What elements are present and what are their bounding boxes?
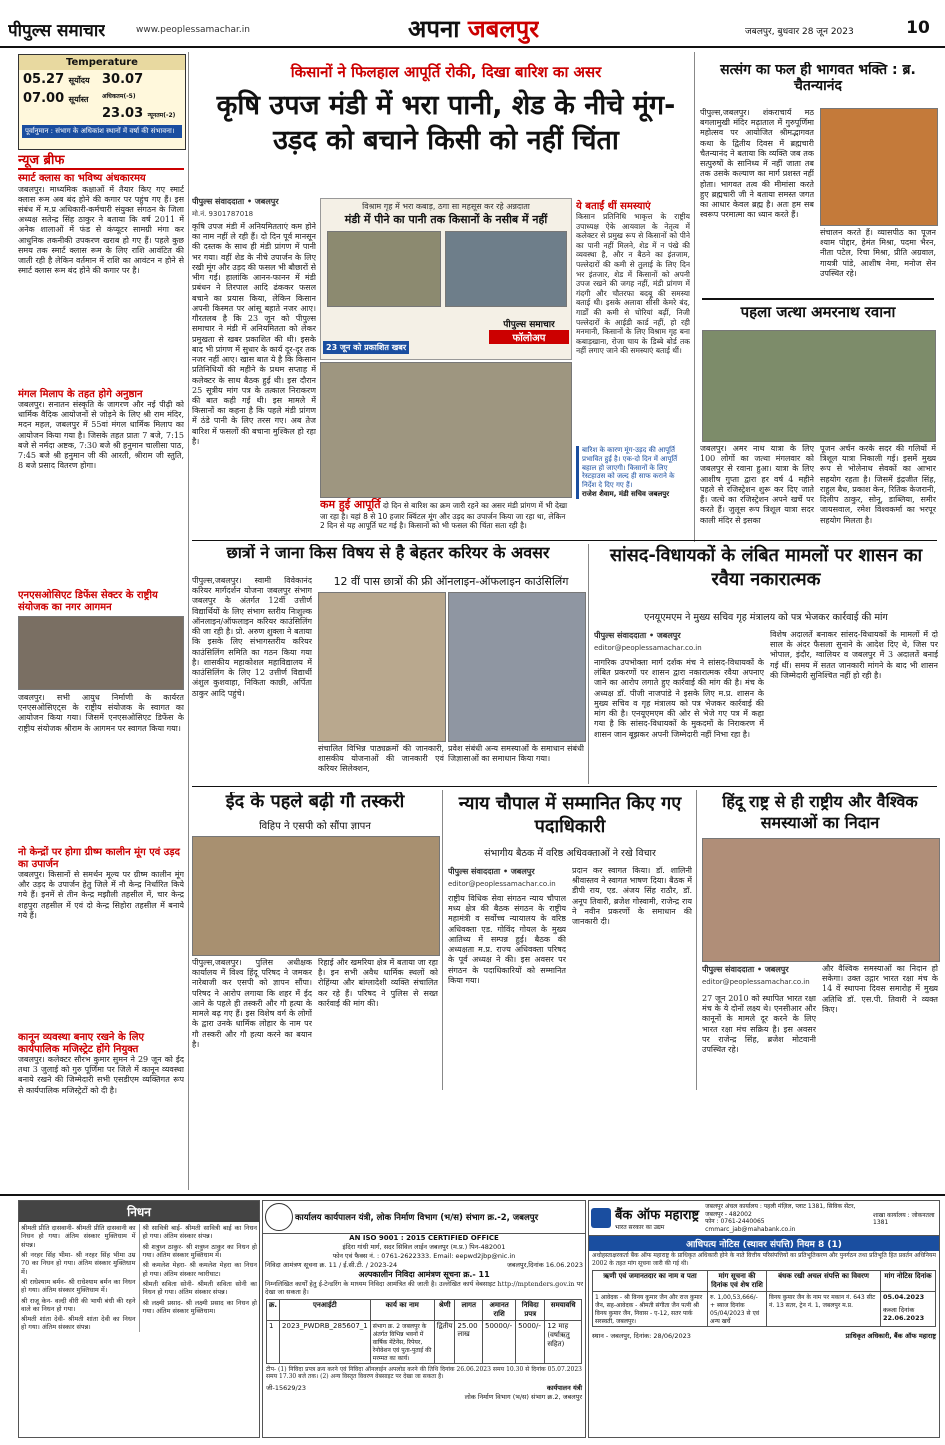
eid-headline: ईद के पहले बढ़ी गौ तस्करी — [225, 792, 405, 812]
obituary-title: निधन — [19, 1201, 259, 1222]
column-divider — [188, 52, 189, 1190]
career-body: पीपुल्स,जबलपुर। स्वामी विवेकानंद करियर मार्गदर्शन योजना जबलपुर संभाग जबलपुर के अंतर्गत 12वीं उत्तीर्ण विद्यार्थियों के लिए संभाग स्तरीय निःशुल्क ऑनलाइन/ऑफलाइन करियर काउंसिलिंग की जा रही है। प्रो. अरुण शुक्ला ने बताया कि इसके लिए संभागस्तरीय करियर काउंसिलिंग समिति का गठन किया गया है। शासकीय महाकोशल महाविद्यालय में काउंसिलिंग के लिए 12 उत्तीर्ण विद्यार्थी अंशुल कुशवाहा, निकिता काछी, अर्पिता ठाकुर आदि पहुंचे। — [192, 576, 312, 698]
lead-byline-box: पीपुल्स संवाददाता • जबलपुर मो.नं. 9301787018 — [192, 196, 316, 219]
logo[interactable]: पीपुल्स समाचार — [8, 21, 106, 41]
hindu-body-2: और वैश्विक समस्याओं का निदान हो सकेगा। उक्त उद्गार भारत रक्षा मंच के 14 वें स्थापना दिवस समारोह में मुख्य अतिथि डॉ. एस.पी. तिवारी ने व्यक्त किए। — [822, 964, 938, 1014]
tender-phone: फोन एवं फैक्स नं. : 0761-2622333. Email: eepwd2jbp@nic.in — [332, 1252, 516, 1260]
tender-sign: कार्यपालन यंत्री — [546, 1383, 582, 1392]
tender-th: क्र. — [267, 1299, 280, 1320]
mp-byline: पीपुल्स संवाददाता — [594, 631, 647, 640]
bank-demand-date: 05.04.2023 — [883, 1293, 925, 1302]
followup-badge — [489, 317, 569, 344]
temperature-box — [18, 54, 186, 150]
column-divider — [442, 790, 443, 1090]
obit-item-7: श्री शत्रुघ्न ठाकुर- श्री शत्रुघ्न ठाकुर का निधन हो गया। अंतिम संस्कार मुक्तिधाम में। — [142, 1242, 257, 1259]
bank-th: मांग नोटिस दिनांक — [881, 1271, 936, 1292]
obit-item-10: श्री लक्ष्मी प्रसाद- श्री लक्ष्मी प्रसाद का निधन हो गया। अंतिम संस्कार मुक्तिधाम। — [142, 1298, 257, 1315]
followup-label: फॉलोअप — [489, 330, 569, 344]
hindu-byline: पीपुल्स संवाददाता — [702, 965, 755, 974]
bank-td: विनय कुमार जैन के नाम पर मकान नं. 643 सीट नं. 13 सतर, ट्रेन नं. 1, जबलपुर म.प्र. — [767, 1292, 881, 1327]
tender-th: श्रेणी — [434, 1299, 455, 1320]
page-number: 10 — [906, 18, 930, 38]
masthead — [0, 0, 945, 48]
lead-clip — [320, 198, 572, 360]
quote-box — [576, 446, 690, 499]
tender-th: कार्य का नाम — [370, 1299, 434, 1320]
mp-subhead: एनयूएमएम ने मुख्य सचिव गृह मंत्रालय को पत्र भेजकर कार्रवाई की मांग — [644, 612, 888, 623]
brief-headline-5: कानून व्यवस्था बनाए रखने के लिए कार्यपालिक मजिस्ट्रेट होंगे नियुक्त — [18, 1032, 145, 1055]
tender-note: टीप- (1) निविदा प्रपत्र क्रय करने एवं निविदा ऑनलाईन अपलोड करने की तिथि दिनांक 26.06.2023 समय 10.30 से दिनांक 05.07.2023 समय 17.30 बजे तक। (2) अन्य विस्तृत विवरण वेबसाइट पर देखा जा सकता है। — [266, 1365, 582, 1381]
obit-item-8: श्री कमलेश मेहरा- श्री कमलेश मेहरा का निधन हो गया। अंतिम संस्कार ग्वारीघाट। — [142, 1261, 257, 1278]
brief-headline-4: नो केन्द्रों पर होगा ग्रीष्म कालीन मूंग एवं उड़द का उपार्जन — [18, 847, 180, 870]
clip-photo-2 — [445, 231, 567, 307]
nyay-headline: न्याय चौपाल में सम्मानित किए गए पदाधिकारी — [458, 793, 682, 838]
tender-sign-2: लोक निर्माण विभाग (भ/स) संभाग क्र.2, जबलपुर — [464, 1392, 582, 1401]
brief-headline-2: मंगल मिलाप के तहत होगे अनुष्ठान — [18, 388, 143, 400]
brief-headline-1: स्मार्ट क्लास का भविष्य अंधकारमय — [18, 173, 146, 184]
bank-th: बंधक रखी अचल संपत्ति का विवरण — [767, 1271, 881, 1292]
nyay-subhead: संभागीय बैठक में वरिष्ठ अधिवक्ताओं ने रखे विचार — [484, 848, 656, 859]
section-title-red: जबलपुर — [467, 15, 540, 43]
tender-th: लागत — [455, 1299, 483, 1320]
max-delta: (-5) — [123, 93, 136, 100]
mandi-caption — [320, 498, 570, 531]
bank-possession-date: 22.06.2023 — [883, 1314, 925, 1323]
side-head: ये बताईं थीं समस्याएं — [576, 201, 651, 212]
tender-th: अमानत राशि — [483, 1299, 516, 1320]
tender-notice-no: निविदा आमंत्रण सूचना क्र. 11 / ई.सी.टी. / 2023-24 — [265, 1261, 398, 1269]
clip-date: 23 जून को प्रकाशित खबर — [323, 341, 409, 354]
bank-intro: अधोहस्ताक्षरकर्ता बैंक ऑफ महाराष्ट्र के प्राधिकृत अधिकारी होने के नाते वित्तीय परिसंपत्तियों का प्रतिभूतिकरण और पुनर्गठन तथा प्रतिभूति हित प्रवर्तन अधिनियम 2002 के तहत मांग सूचना जारी की गई थी। — [592, 1252, 936, 1267]
career-photo-2 — [448, 592, 586, 742]
min-label: न्यूनतम — [147, 112, 164, 119]
mandi-photo — [320, 362, 572, 498]
column-divider — [588, 544, 589, 784]
tender-td: संभाग क्र. 2 जबलपुर के अंतर्गत विभिन्न भवनों में वार्षिक मेंटेनेंस, रिपेयर, रेनोवेशन एवं पुता-पुताई की मरम्मत का कार्य। — [370, 1320, 434, 1363]
temperature-title: Temperature — [19, 55, 185, 70]
tender-td: 12 माह (वर्षाऋतु सहित) — [545, 1320, 582, 1363]
brief-body-4: जबलपुर। किसानों से समर्थन मूल्य पर ग्रीष्म कालीन मूंग और उड़द के उपार्जन हेतु जिले में नौ केन्द्र निर्धारित किये गये हैं। इनमें से तीन केन्द्र मझौली तहसील में, चार केन्द्र शहपुरा तहसील में एवं दो केन्द्र सिहोरा तहसील में बनाये गये हैं। — [18, 870, 184, 920]
tender-th: समयावधि — [545, 1299, 582, 1320]
tender-ref: जी-15629/23 — [266, 1383, 306, 1392]
mp-byline-box: पीपुल्स संवाददाता • जबलपुर editor@peoplessamachar.co.in — [594, 630, 764, 652]
sunrise-label: सूर्योदय — [68, 76, 90, 85]
max-label: अधिकतम — [102, 93, 124, 100]
tender-th: एनआईटी — [280, 1299, 371, 1320]
tender-td: द्वितीय — [434, 1320, 455, 1363]
brief-body-1: जबलपुर। माध्यमिक कक्षाओं में तैयार किए गए स्मार्ट क्लास रूम अब बंद होने की कगार पर पहुंच गए हैं। इस संबंध में म.प्र अधिकारी-कर्मचारी संयुक्त संगठन के जिला अध्यक्ष सतेन्द्र सिंह ठाकुर ने बताया कि वर्ष 2011 में अनेक शालाओं में फंड से कंप्यूटर सामग्री मंगा कर आधुनिक तकनीकी उपकरण खराब हो गए हैं। पहले कुछ समय तक स्मार्ट क्लास रूम के लिए राशि आवंटित की जाती रही है लेकिन वर्तमान में राशि का आवंटन न होने से स्मार्ट क्लास रूम बंद होने की कगार पर है। — [18, 184, 184, 276]
bank-td — [881, 1292, 936, 1327]
tender-table — [266, 1299, 582, 1364]
career-headline: छात्रों ने जाना किस विषय से है बेहतर करियर के अवसर — [226, 544, 550, 562]
career-photo — [318, 592, 446, 742]
nyay-email[interactable]: editor@peoplessamachar.co.in — [448, 880, 556, 888]
eid-body: पीपुल्स,जबलपुर। पुलिस अधीक्षक कार्यालय में विश्व हिंदू परिषद ने जमकर नारेबाजी कर एसपी को ज्ञापन सौंपा। परिषद ने आरोप लगाया कि शहर में ईद आने के पहले ही तस्करी और गौ हत्या के मामले बढ़ गए हैं। इस विशेष वर्ग के लोगों के द्वारा उनके धार्मिक लोहार के नाम पर गौ तस्करी और गौ हत्या करने का बयान है। — [192, 958, 312, 1049]
career-caption-2: प्रवेश संबंधी अन्य समस्याओं के समाधान संबंधी जिज्ञासाओं का समाधान किया गया। — [448, 744, 584, 764]
obit-item-9: श्रीमती सविता सोनी- श्रीमती सविता सोनी का निधन हो गया। अंतिम संस्कार संपन्न। — [142, 1279, 257, 1297]
forecast: पूर्वानुमान : संभाग के अधिकांश स्थानों में वर्षा की संभावना। — [22, 125, 182, 138]
mp-body: नागरिक उपभोक्ता मार्ग दर्शक मंच ने सांसद-विधायकों के लंबित प्रकरणों पर शासन द्वारा नकारात्मक रवैया अपनाए जाने का आरोप लगाते हुए कार्रवाई की मांग की है। मंच के अध्यक्ष डॉ. पीजी नाजपांडे ने इसके लिए म.प्र. शासन के मुख्य सचिव व गृह मंत्रालय को पत्र भेजकर कार्रवाई की मांग की है। एनयूएमएम की ओर से भेजे गए पत्र में कहा गया है कि सांसद-विधायकों के मुकदमों के निराकरण में शासन जान बूझकर अपनी जिम्मेदारी नहीं निभा रहा है। — [594, 658, 764, 739]
govt-seal-icon — [265, 1203, 293, 1231]
quote-author: राजेश शैवाम, मंडी सचिव जबलपुर — [582, 489, 670, 498]
tender-td: 25.00 लाख — [455, 1320, 483, 1363]
min-delta: (-2) — [163, 112, 176, 119]
obit-item-3: श्री राधेश्याम बर्मन- श्री राधेश्याम बर्मन का निधन हो गया। अंतिम संस्कार मुक्तिधाम में। — [21, 1277, 136, 1295]
bank-th: ऋणी एवं जमानतदार का नाम व पता — [593, 1271, 708, 1292]
section-rule — [192, 786, 937, 787]
caption-red: कम हुई आपूर्ति — [320, 498, 381, 511]
news-brief-title: न्यूज ब्रीफ — [18, 150, 184, 170]
brief-body-3: जबलपुर। सभी आयुध निर्माणी के कार्यरत एनएसओसिएट्स के राष्ट्रीय संयोजक के स्वागत का आयोजन किया गया। जिसमें एनएसओसिएट डिफेंस के राष्ट्रीय संयोजक श्रीराम के आगमन पर स्वागत किया गया। — [18, 693, 184, 733]
brief-photo-3 — [18, 616, 184, 690]
satsang-caption: संचालन करते हैं। व्यासपीठ का पूजन श्याम पोद्दार, हेमंत मिश्रा, पदमा भैरन, नीता पटेल, रिचा मिश्रा, प्रीति अग्रवाल, गायत्री पांडे, आशीष नेमा, मनोज सेन उपस्थित रहे। — [820, 228, 936, 278]
side-body: किसान प्रतिनिधि भाकृत्त के राष्ट्रीय उपाध्यक्ष ऐके आयवाल के नेतृत्व में कलेक्टर से प्रमुख रूप से किसानों को पीने का पानी नहीं मिलने, शेड में न पंखे की व्यवस्था है, और न बैठने का इंतजाम, पल्लेदारों की कमी से तुलाई के लिए दिन भर इंतजार, शेड में किसानों को अपनी उपज रखने की जगह नहीं, मंडी प्रांगण में गंदगी और चौतरफा बदबू की समस्या बताई थी। इसके अलावा सीसी केमरे बंद, गार्डों की कमी से चोरियां बढ़ीं, निजी पल्लेदारों के आईडी कार्ड नहीं, हो रही मनमानी, किसानों के लिए विश्राम गृह बना कबाड़खाना, रोजा चाय के डिब्बे बोर्ड तक नहीं लगाए जाने की समस्याएं बताई थीं। — [576, 212, 690, 356]
career-caption-1: संचालित विभिन्न पाठ्यक्रमों की जानकारी, शासकीय योजनाओं की जानकारी एवं करियर सिलेक्शन, — [318, 744, 444, 774]
amarnath-headline: पहला जत्था अमरनाथ रवाना — [702, 298, 934, 321]
obituary-box — [18, 1200, 260, 1438]
section-rule — [192, 540, 937, 541]
lead-byline: पीपुल्स संवाददाता — [192, 197, 245, 206]
tender-td: 1 — [267, 1320, 280, 1363]
ads-rule — [0, 1194, 945, 1196]
section-title-plain: अपना — [408, 15, 460, 43]
column-divider — [696, 790, 697, 1090]
nyay-body-2: प्रदान कर स्वागत किया। डॉ. शालिनी श्रीवास्तव ने स्वागत भाषण दिया। बैठक में डीपी राय, एड. अंजय सिंह राठौर, डॉ. अनूप तिवारी, ब्रजेश गोस्वामी, राजेन्द्र राय ने नवीन प्रकरणों के समाधान की जानकारी दी। — [572, 866, 692, 927]
nyay-byline-box: पीपुल्स संवाददाता • जबलपुर editor@peoplessamachar.co.in — [448, 866, 692, 888]
mp-headline: सांसद-विधायकों के लंबित मामलों पर शासन का रवैया नकारात्मक — [609, 545, 923, 591]
lead-body: कृषि उपज मंडी में अनियमितताएं कम होने का नाम नहीं ले रही हैं। दो दिन पूर्व मानसून की दस्तक के साथ ही मंडी प्रांगण में पानी भर गया। वहीं शेड के नीचे उपार्जन के लिए रखी मूंग और उड़द की फसल भी बौछारों से भीग गई। हालांकि आनन-फानन में मंडी प्रबंधन ने तिरपाल आदि ढंककर फसल बचाने का प्रयास किया, लेकिन किसान अपनी किस्मत पर आंसू बहाते नजर आए। गौरतलब है कि 23 जून को पीपुल्स समाचार ने मंडी में अनियमितता को लेकर प्रमुखता से खबर प्रकाशित की थी। इसके बाद भी प्रांगण में सुधार के कार्य दूर-दूर तक नजर नहीं आए। खास बात ये है कि किसान प्रतिनिधियों की महीने के प्रथम सप्ताह में कलेक्टर के साथ बैठक हुई थी। इस दौरान 25 सूत्रीय मांग पत्र के तत्काल निराकरण की बात कही गई थी। इस मामले में किसानों का कहना है कि पहले मंडी प्रांगण में ठंडे पानी के लिए तरस गए। अब तेज बारिश में फसलों की बचाना मुश्किल हो रहा है। — [192, 222, 316, 446]
bank-td: 1 आवेदक - श्री विनय कुमार जैन और राज कुमार जैन, सह-आवेदक - श्रीमती संगीता जैन पत्नी श्री विनय कुमार जैन, निवास - ए-12, सतर पार्क सरस्वती, जबलपुर। — [593, 1292, 708, 1327]
clip-kicker: विश्राम गृह में भरा कबाड़, ठगा सा महसूस कर रहे अन्नदाता — [362, 202, 530, 211]
issue-date: जबलपुर, बुधवार 28 जून 2023 — [745, 27, 854, 37]
lead-headline: कृषि उपज मंडी में भरा पानी, शेड के नीचे मूंग-उड़द को बचाने किसी को नहीं चिंता — [216, 90, 676, 157]
bank-footer: प्राधिकृत अधिकारी, बैंक ऑफ महाराष्ट्र — [845, 1332, 936, 1341]
min-temp: 23.03 — [102, 106, 144, 121]
brief-body-5: जबलपुर। कलेक्टर सौरभ कुमार सुमन ने 29 जून को ईद तथा 3 जुलाई को गुरु पूर्णिमा पर जिले में कानून व्यवस्था बनाये रखने की जिम्मेदारी सभी एसडीएम व्यक्तिगत रूप से कार्यपालिक मजिस्ट्रेटों को दी है। — [18, 1055, 184, 1095]
tender-notice-date: जबलपुर,दिनांक 16.06.2023 — [506, 1261, 583, 1269]
bank-th: मांग सूचना की दिनांक एवं शेष राशि — [708, 1271, 767, 1292]
side-box — [576, 198, 690, 536]
hindu-byline-city: जबलपुर — [764, 965, 789, 974]
sunset-time: 07.00 — [23, 91, 65, 106]
career-subhead: 12 वीं पास छात्रों की फ्री ऑनलाइन-ऑफलाइन काउंसिलिंग — [333, 575, 569, 588]
bank-branch-info: जबलपुर अंचल कार्यालय : पहली मंज़िल, प्लाट 1381, सिविक सेंटर, जबलपुर - 482002 — [705, 1203, 856, 1218]
bank-possession-label: कब्जा दिनांक — [883, 1306, 915, 1315]
sunset-label: सूर्यास्त — [68, 95, 89, 104]
mp-body-2: विशेष अदालतें बनाकर सांसद-विधायकों के मामलों में दो साल के अंदर फैसला सुनाने के आदेश दिए थे, जिस पर भोपाल, इंदौर, ग्वालियर व जबलपुर में 3 अदालतें बनाई गई थीं। समय में सतत जानकारी मांगने के बाद भी शासन की जिम्मेदारी सुनिश्चित नहीं हो रही है। — [770, 630, 938, 680]
bank-branch-label: शाखा कार्यालय : जोकनतला 1381 — [873, 1211, 935, 1226]
brief-headline-3: एनएसओसिएट डिफेंस सेक्टर के राष्ट्रीय संयोजक का नगर आगमन — [18, 590, 158, 613]
clip-headline: मंडी में पीने का पानी तक किसानों के नसीब में नहीं — [344, 213, 548, 226]
eid-subhead: विहिप ने एसपी को सौंपा ज्ञापन — [259, 821, 371, 832]
lead-kicker: किसानों ने फिलहाल आपूर्ति रोकी, दिखा बारिश का असर — [290, 63, 602, 81]
brief-body-2: जबलपुर। सनातन संस्कृति के जागरण और नई पीढ़ी को धार्मिक वैदिक आयोजनों से जोड़ने के लिए श्री राम मंदिर, मदन महल, जबलपुर में 55वां मंगल धार्मिक मिलाप का आयोजन किया गया है। जिसके तहत प्रातः 7 बजे, 7:15 बजे से नर्मदा अष्टक, 7:30 बजे श्री हनुमान चालीसा पाठ, 7:45 बजे श्री हनुमान जी की आरती, श्रीराम जी स्तुति, 8 बजे प्रसाद वितरण होगा। — [18, 400, 184, 471]
nyay-byline-city: जबलपुर — [510, 867, 535, 876]
max-temp: 30.07 — [102, 72, 144, 87]
hindu-email[interactable]: editor@peoplessamachar.co.in — [702, 978, 810, 986]
column-divider — [694, 52, 695, 542]
bank-name: बैंक ऑफ महाराष्ट्र — [615, 1208, 700, 1223]
hindu-byline-box: पीपुल्स संवाददाता • जबलपुर editor@peoplessamachar.co.in — [702, 964, 816, 986]
tender-th: निविदा प्रपत्र — [516, 1299, 545, 1320]
tender-short-title: अल्पकालीन निविदा आमंत्रण सूचना क्र.- 11 — [358, 1270, 490, 1279]
amarnath-body: जबलपुर। अमर नाथ यात्रा के लिए 100 लोगों का जत्था मंगलवार को जबलपुर से रवाना हुआ। यात्रा के लिए आशीष गुप्ता द्वारा हर वर्ष 4 महीने पहले से रजिस्ट्रेशन शुरू कर दिए जाते हैं। जत्थे का रजिस्ट्रेशन अपने खर्चे पर करते हैं। जुलूस रूप त्रिशूल यात्रा सदर काली मंदिर से इसका — [700, 444, 814, 525]
eid-photo — [192, 836, 440, 956]
section-title — [408, 12, 539, 45]
satsang-body: पीपुल्स,जबलपुर। शंकराचार्य मठ बगलामुखी मंदिर मढ़ाताल में गुरुपूर्णिमा महोत्सव पर आयोजित श्रीमद्भागवत कथा के द्वितीय दिवस में ब्रह्मचारी चैतन्यानंद ने बताया कि व्यक्ति जब तक सत्पुरुषों के सानिध्य में नहीं जाता तब तक उसके कल्याण का मार्ग प्रशस्त नहीं होता। भागवत तत्व की मीमांसा करते हुए ब्रह्मचारी जी ने बताया समस्त जगत का आधार केवल ब्रह्म है। अतः हम सब स्वरूप परमात्मा का ध्यान करते हैं। — [700, 108, 814, 220]
bank-notice-title: आधिपत्य नोटिस (स्थावर संपत्ति) नियम 8 (1) — [589, 1236, 939, 1251]
obit-item-5: श्रीमती शांता देवी- श्रीमती शांता देवी का निधन हो गया। अंतिम संस्कार संपन्न। — [21, 1315, 136, 1332]
obit-item-4: श्री राजू केन- वल्दी वीरी की भायी बंधी की रहने वाले का निधन हो गया। — [21, 1296, 136, 1313]
lead-mobile: मो.नं. 9301787018 — [192, 210, 254, 218]
bank-place: स्थान - जबलपुर, दिनांक: 28/06/2023 — [592, 1332, 691, 1341]
table-row — [267, 1320, 582, 1363]
news-brief — [18, 150, 184, 1190]
mp-byline-city: जबलपुर — [656, 631, 681, 640]
tender-td: 50000/- — [483, 1320, 516, 1363]
clip-photo — [327, 231, 441, 307]
bank-email[interactable]: cmmarc_jab@mahabank.co.in — [705, 1225, 796, 1233]
bank-td: रु. 1,00,53,666/- + ब्याज दिनांक 05/04/2023 से एवं अन्य खर्चे — [708, 1292, 767, 1327]
tender-iso: AN ISO 9001 : 2015 CERTIFIED OFFICE — [349, 1234, 499, 1242]
eid-body-2: रिहाई और खमरिया क्षेत्र में बताया जा रहा है। इन सभी अवैध धार्मिक स्थलों को रोहिंग्या और बांग्लादेशी व्यक्ति संचालित कर रहे हैं। परिषद ने पुलिस से सख्त कार्रवाई की मांग की। — [318, 958, 438, 1008]
table-row — [593, 1292, 936, 1327]
tender-intro: निम्नलिखित कार्यों हेतु ई-टेन्डरिंग के माध्यम निविदा आमंत्रित की जाती है। उल्लेखित कार्य वेबसाइट http://mptenders.gov.in पर देखा जा सकता है। — [265, 1280, 583, 1297]
hindu-body: 27 जून 2010 को स्थापित भारत रक्षा मंच के ये दोनों लक्ष्य थे। एनसीआर और कानूनों के मामले दूर करने के लिए भारत रक्षा मंच सक्रिय है। इस अवसर पर राजेन्द्र सिंह, ब्रजेश मोटवानी उपस्थित रहे। — [702, 994, 816, 1055]
quote-text: बारिश के कारण मूंग-उड़द की आपूर्ति प्रभावित हुई है। एक-दो दिन में आपूर्ति बहाल हो जाएगी। किसानों के लिए रेस्टहाउस को जल्द ही साफ कराने के निर्देश दे दिए गए हैं। — [582, 446, 678, 489]
lead-byline-city: जबलपुर — [254, 197, 279, 206]
bank-tagline: भारत सरकार का उद्यम — [615, 1224, 665, 1231]
satsang-photo — [820, 108, 938, 226]
satsang-headline: सत्संग का फल ही भागवत भक्ति : ब्र. चैतन्यानंद — [720, 62, 916, 95]
tender-td: 2023_PWDRB_285607_1 — [280, 1320, 371, 1363]
tender-title: कार्यालय कार्यपालन यंत्री, लोक निर्माण विभाग (भ/स) संभाग क्र.-2, जबलपुर — [295, 1212, 539, 1223]
amarnath-photo — [702, 330, 936, 442]
tender-td: 5000/- — [516, 1320, 545, 1363]
amarnath-body-2: पूजन अर्चन करके सदर की गलियों में त्रिशूल यात्रा निकाली गई। इसमें मुख्य रूप से भोलेनाथ सेवकों का आभार सहयोग रहता है। जिसमें इंद्रजीत सिंह, राहुल बैध, प्रकाश केन, रितिक केजरानी, दिलीप ठाकुर, सोनू, डाब्लिया, समीर जायसवाल, रमेश विश्वकर्मा का भरपूर सहयोग मिलता है। — [820, 444, 936, 525]
bank-box — [588, 1200, 940, 1438]
sunrise-time: 05.27 — [23, 72, 65, 87]
tender-box — [262, 1200, 586, 1438]
followup-logo: पीपुल्स समाचार — [503, 320, 555, 330]
hindu-photo — [702, 838, 940, 962]
tender-address: इंदिरा गांधी मार्ग, सदर सिविल लाईन जबलपुर (म.प्र.) पिन-482001 — [342, 1243, 506, 1251]
obit-item-6: श्री सावित्री बाई- श्रीमती सावित्री बाई का निधन हो गया। अंतिम संस्कार संपन्न। — [142, 1224, 257, 1241]
obit-item-2: श्री नरहर सिंह भीमा- श्री नरहर सिंह भीमा उम्र 70 का निधन हो गया। अंतिम संस्कार मुक्तिधाम में। — [21, 1250, 136, 1276]
bank-logo-icon — [591, 1208, 611, 1228]
bank-phone: फोन : 0761-2440065 — [705, 1218, 765, 1225]
masthead-rule — [0, 46, 945, 48]
bank-table — [592, 1270, 936, 1327]
obit-item-1: श्रीमती प्रीति दासवानी- श्रीमती प्रीति दासवानी का निधन हो गया। अंतिम संस्कार मुक्तिधाम में संपन्न। — [21, 1224, 136, 1249]
caption-text: दो दिन से बारिश का क्रम जारी रहने का असर मंडी प्रांगण में भी देखा जा रहा है। यहां 8 से 10 हजार क्विंटल मूंग और उड़द का उपार्जन किया जा रहा था, लेकिन 2 दिन से यह आपूर्ति घट गई है। किसानों को भी फसल की चिंता सता रही है। — [320, 501, 568, 531]
nyay-body: राष्ट्रीय विधिक सेवा संगठन न्याय चौपाल मध्य क्षेत्र की बैठक संगठन के राष्ट्रीय महामंत्री व सर्वोच्च न्यायालय के वरिष्ठ अधिवक्ता एड. गोविंद गोयल के मुख्य आतिथ्य में सम्पन्न हुई। बैठक की अध्यक्षता म.प्र. राज्य अधिवक्ता परिषद के पूर्व अध्यक्ष ने की। इस अवसर पर संगठन के पदाधिकारियों को सम्मानित किया गया। — [448, 894, 566, 985]
nyay-byline: पीपुल्स संवाददाता — [448, 867, 501, 876]
mp-email[interactable]: editor@peoplessamachar.co.in — [594, 644, 702, 652]
site-url[interactable]: www.peoplessamachar.in — [136, 25, 250, 35]
hindu-headline: हिंदू राष्ट्र से ही राष्ट्रीय और वैश्विक समस्याओं का निदान — [722, 792, 918, 832]
